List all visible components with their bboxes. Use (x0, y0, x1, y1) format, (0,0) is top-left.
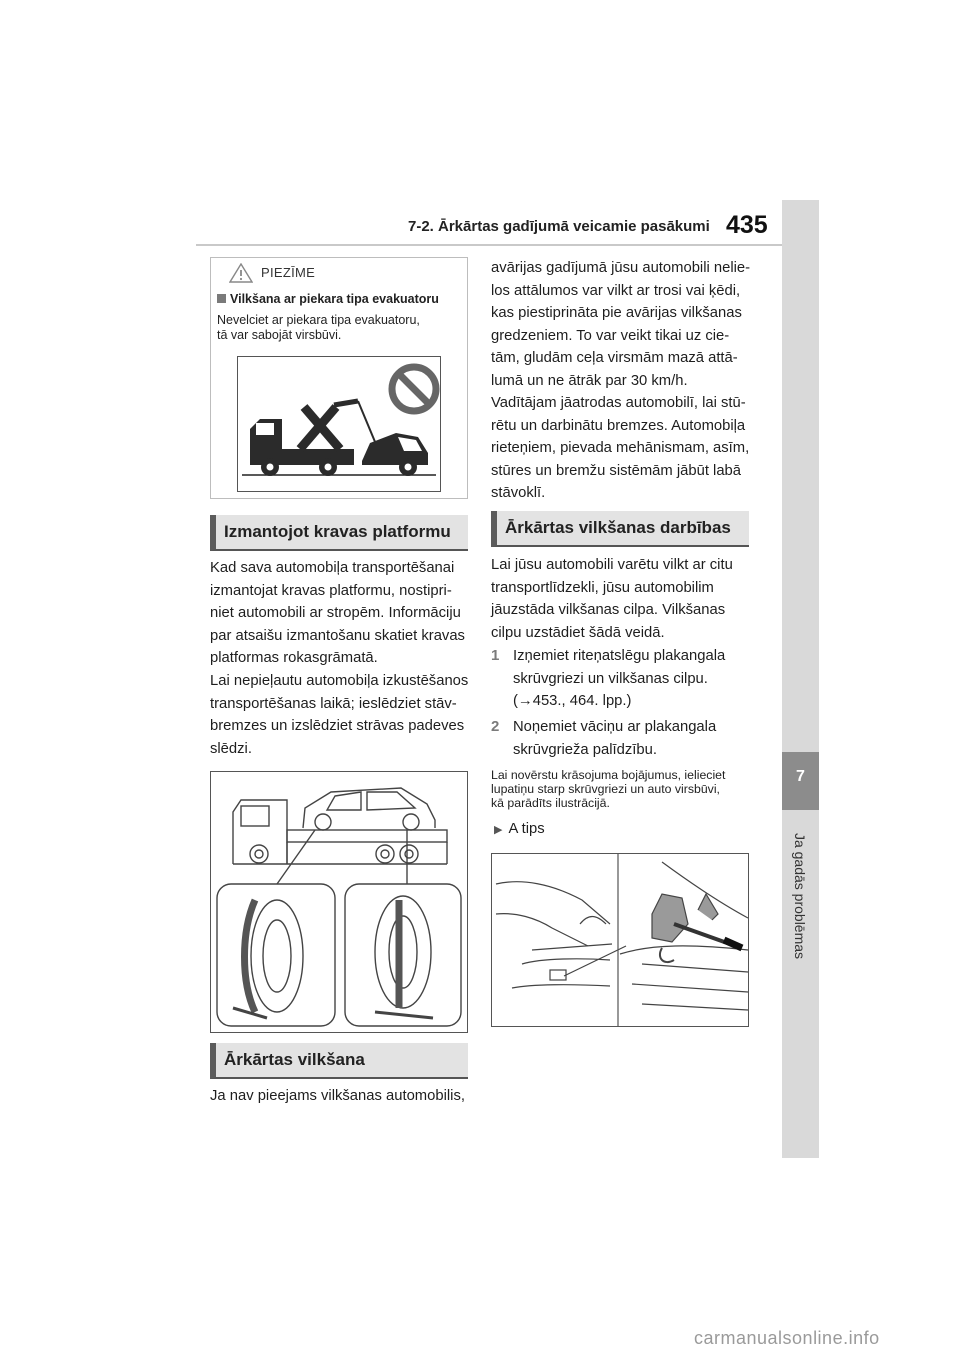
text-line: rieteņiem, pievada mehānismam, asīm, (491, 440, 750, 456)
flatbed-truck-illustration (210, 771, 468, 1033)
running-header-title: 7-2. Ārkārtas gadījumā veicamie pasākumi (408, 218, 710, 235)
text-line: transportlīdzekli, jūsu automobilim (491, 579, 714, 596)
text-line: lumā un ne ātrāk par 30 km/h. (491, 372, 688, 389)
text-line: lupatiņu starp skrūvgriezi un auto virsbūvi, (491, 782, 720, 796)
text-line: Lai jūsu automobili varētu vilkt ar citu (491, 557, 733, 573)
section-heading-emergency-towing: Ārkārtas vilkšana (210, 1043, 468, 1079)
notice-box (210, 257, 468, 499)
text-line: niet automobili ar stropēm. Informāciju (210, 605, 461, 621)
type-a-text: A tips (508, 821, 545, 837)
paint-protection-note (491, 768, 753, 810)
step-number: 2 (491, 718, 500, 735)
text-line: stāvoklī. (491, 485, 546, 501)
section-heading-platform: Izmantojot kravas platformu (210, 515, 468, 551)
step-number: 1 (491, 647, 500, 664)
text-line: kā parādīts ilustrācijā. (491, 796, 610, 810)
tow-truck-illustration (238, 357, 440, 491)
text-line: los attālumos var vilkt ar trosi vai ķēdi, (491, 282, 741, 299)
text-line: skrūvgrieža palīdzību. (513, 741, 657, 758)
chapter-side-tab (782, 200, 819, 1158)
flatbed-strap-illustration (211, 772, 467, 1032)
chapter-number: 7 (796, 768, 805, 785)
platform-paragraph-1 (210, 557, 472, 670)
text-line: slēdzi. (210, 740, 252, 757)
warning-triangle-icon (229, 263, 253, 283)
text-line: par atsaišu izmantošanu skatiet kravas (210, 627, 465, 644)
watermark: carmanualsonline.info (694, 1328, 880, 1348)
towing-paragraph-continued (491, 257, 753, 505)
text-line: bremzes un izslēdziet strāvas padeves (210, 718, 465, 734)
text-line: cilpu uzstādiet šādā veidā. (491, 624, 665, 641)
text-line: Kad sava automobiļa transportēšanai (210, 560, 455, 576)
text-line: skrūvgriezi un vilkšanas cilpu. (513, 670, 708, 687)
text-line: gredzeniem. To var veikt tikai uz cie- (491, 327, 730, 344)
section-heading-towing-actions: Ārkārtas vilkšanas darbības (491, 511, 749, 547)
text-line: avārijas gadījumā jūsu automobili nelie- (491, 260, 751, 276)
screwdriver-cover-illustration (492, 854, 748, 1026)
text-line: Vadītājam jāatrodas automobilī, lai stū- (491, 395, 746, 411)
text-line: tām, gludām ceļa virsmām mazā attā- (491, 350, 738, 366)
notice-line: tā var sabojāt virsbūvi. (217, 328, 342, 342)
towing-paragraph-start: Ja nav pieejams vilkšanas automobilis, (210, 1088, 465, 1104)
text-line: rētu un darbinātu bremzes. Automobiļa (491, 417, 746, 434)
step-1 (491, 645, 753, 713)
page-reference: (→453., 464. lpp.) (513, 693, 632, 709)
notice-text (217, 313, 461, 343)
text-line: platformas rokasgrāmatā. (210, 650, 378, 666)
actions-paragraph (491, 554, 753, 644)
header-rule (196, 244, 784, 246)
text-line: kas piestiprināta pie avārijas vilkšanas (491, 305, 742, 321)
step-2 (491, 716, 753, 761)
text-line: izmantojat kravas platformu, nostipri- (210, 582, 452, 599)
notice-subheading (217, 292, 439, 306)
bumper-cover-removal-illustration (491, 853, 749, 1027)
tow-truck-prohibited-illustration (237, 356, 441, 492)
text-line: stūres un bremžu sistēmām jābūt labā (491, 462, 742, 479)
notice-line: Nevelciet ar piekara tipa evakuatoru, (217, 313, 420, 327)
notice-label: PIEZĪME (261, 265, 316, 280)
notice-header (211, 258, 467, 286)
text-line: Izņemiet riteņatslēgu plakangala (513, 648, 726, 664)
page-number: 435 (726, 211, 768, 239)
platform-paragraph-2 (210, 670, 472, 760)
text-line: Lai nepieļautu automobiļa izkustēšanos (210, 673, 469, 689)
text-line: Noņemiet vāciņu ar plakangala (513, 719, 717, 735)
text-line: Lai novērstu krāsojuma bojājumus, ielieciet (491, 768, 726, 782)
triangle-bullet-icon: ▶ (494, 824, 503, 836)
chapter-label: Ja gadās problēmas (792, 832, 808, 960)
text-line: jāuzstāda vilkšanas cilpa. Vilkšanas (491, 602, 726, 618)
type-a-label (494, 818, 545, 842)
text-line: transportēšanas laikā; ieslēdziet stāv- (210, 695, 457, 712)
notice-subheading-text: Vilkšana ar piekara tipa evakuatoru (230, 292, 439, 306)
square-bullet-icon (217, 294, 226, 303)
